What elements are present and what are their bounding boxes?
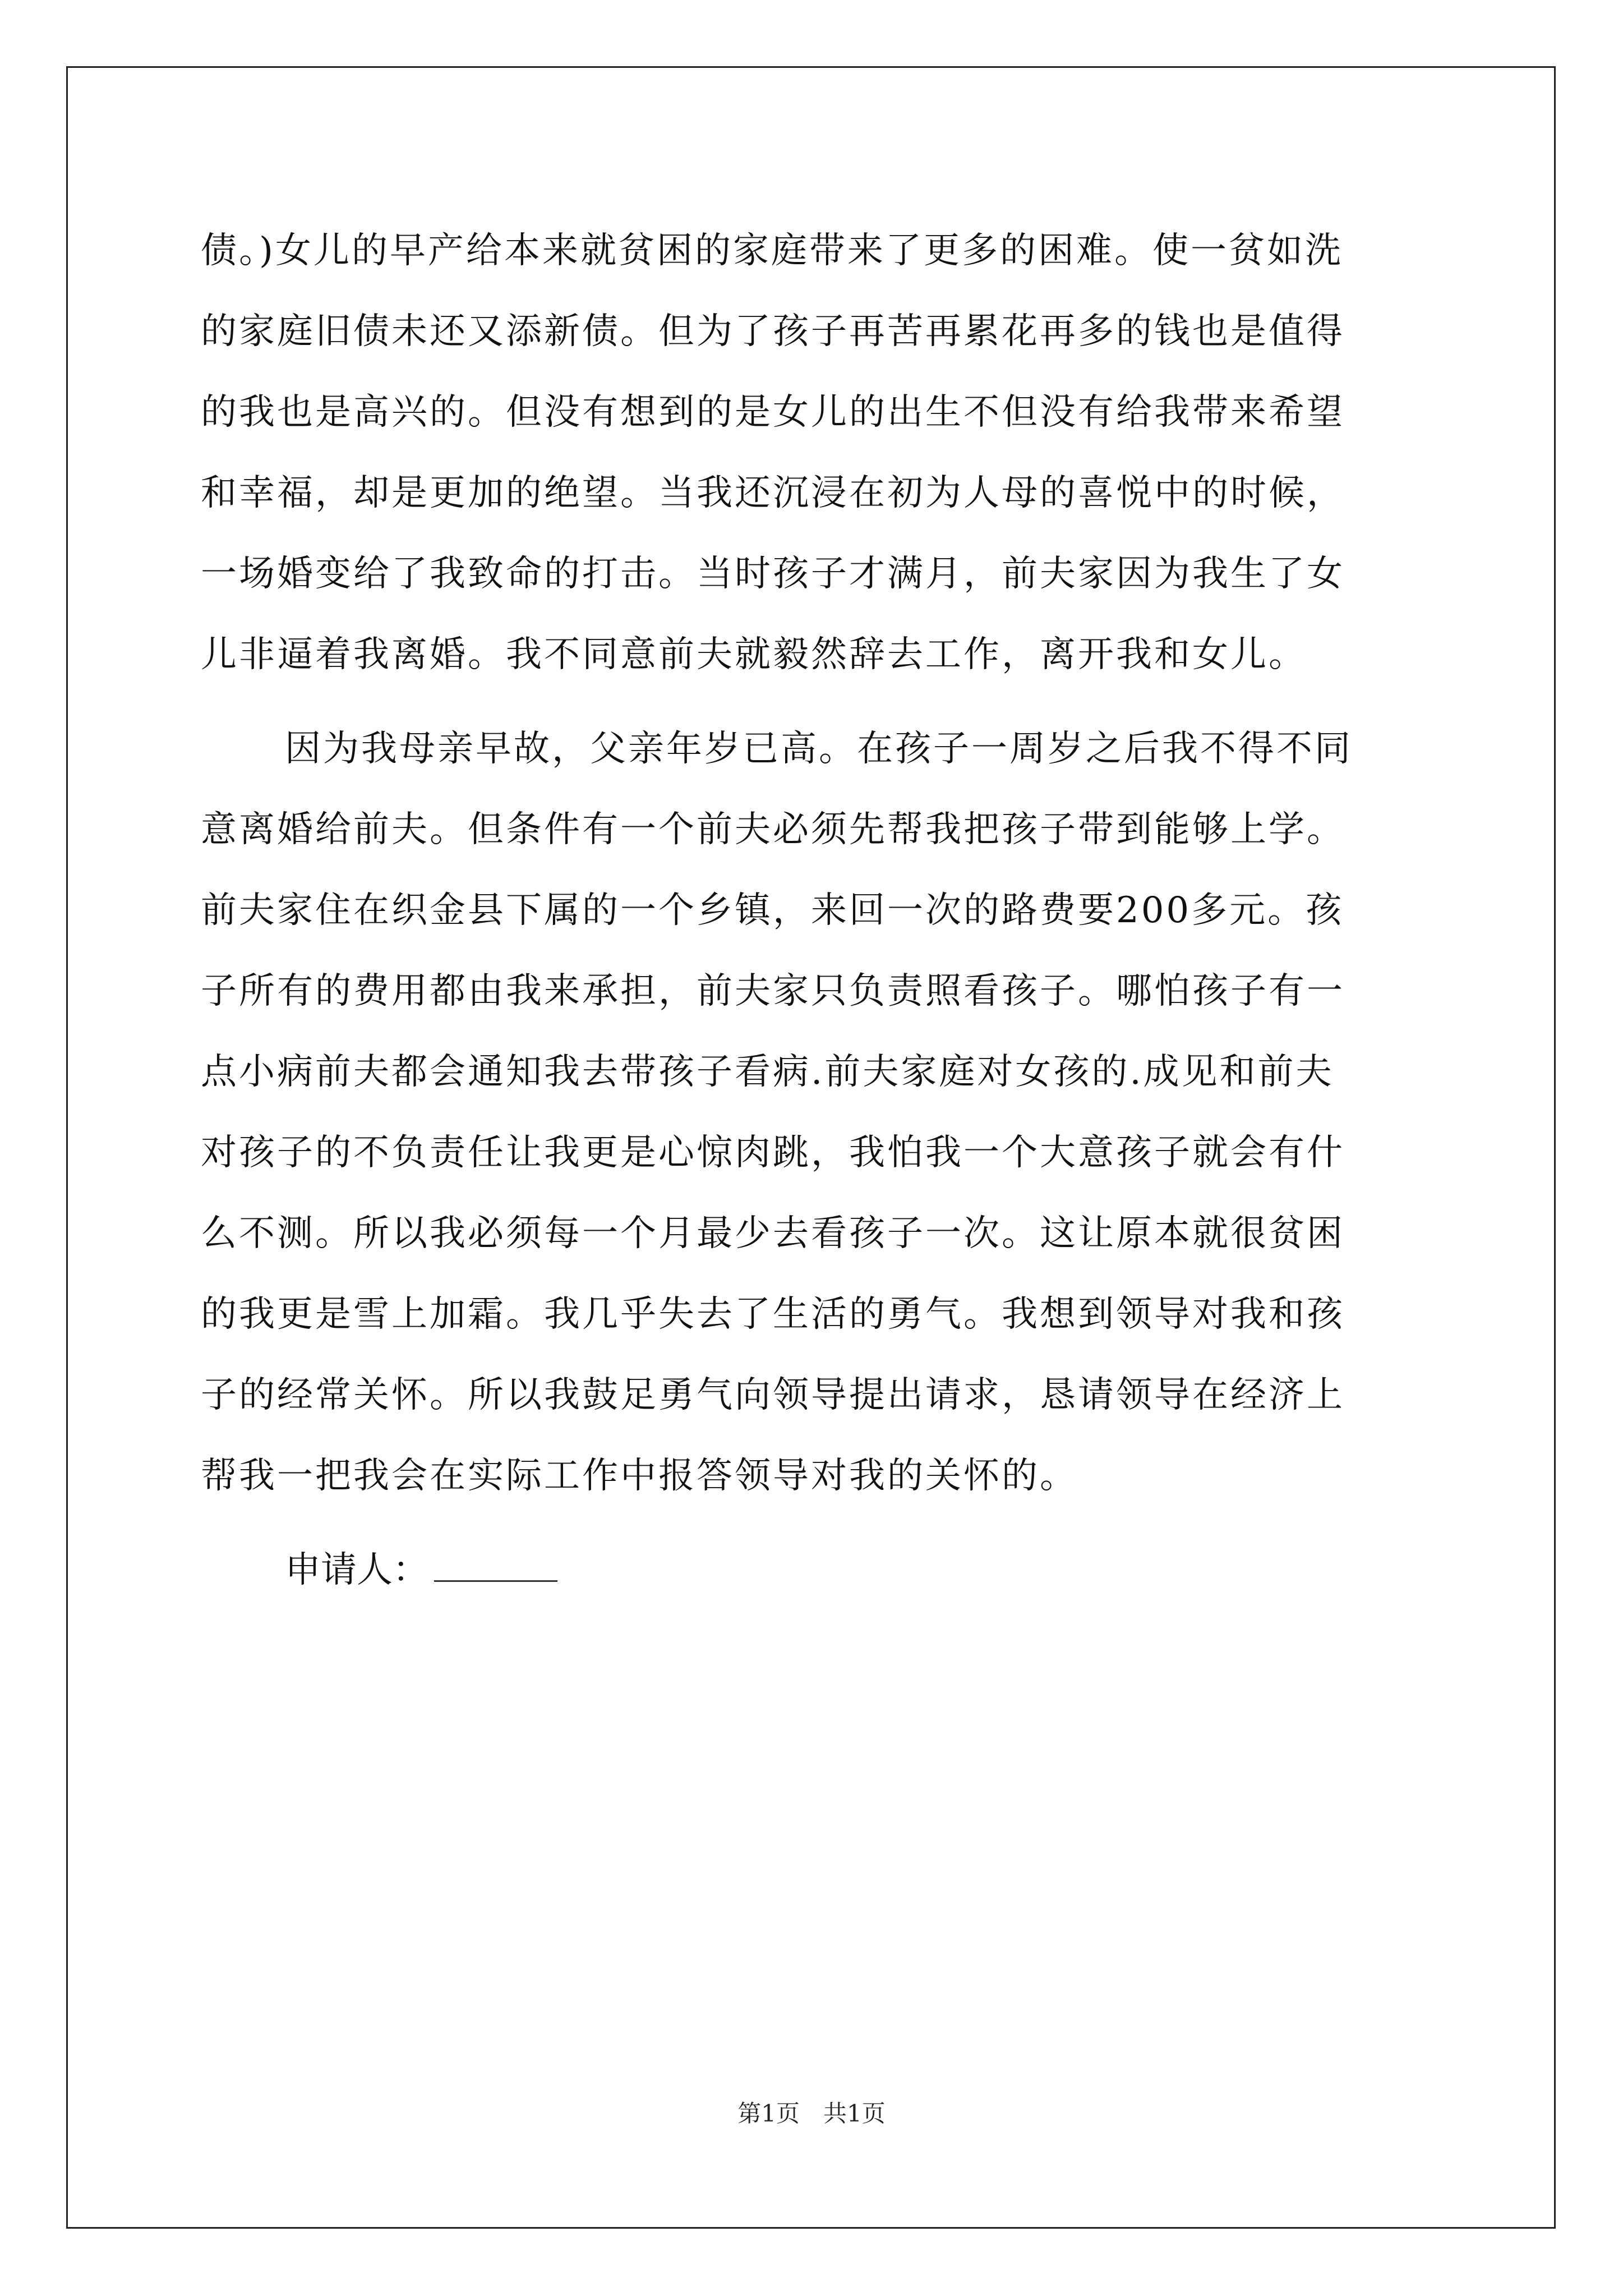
page-footer: 第1页 共1页 [737, 2100, 886, 2127]
signature-blank [434, 1545, 557, 1582]
paragraph-line: 对孩子的不负责任让我更是心惊肉跳，我怕我一个大意孩子就会有什 [201, 1132, 1345, 1174]
paragraph-line: 和幸福，却是更加的绝望。当我还沉浸在初为人母的喜悦中的时候， [201, 472, 1345, 514]
paragraph-line: 因为我母亲早故，父亲年岁已高。在孩子一周岁之后我不得不同 [285, 728, 1353, 770]
paragraph-line: 子的经常关怀。所以我鼓足勇气向领导提出请求，恳请领导在经济上 [201, 1374, 1345, 1416]
paragraph-line: 前夫家住在织金县下属的一个乡镇，来回一次的路费要200多元。孩 [201, 890, 1344, 931]
paragraph-line: 帮我一把我会在实际工作中报答领导对我的关怀的。 [201, 1455, 1078, 1497]
signature-label: 申请人： [285, 1549, 428, 1591]
paragraph-line: 么不测。所以我必须每一个月最少去看孩子一次。这让原本就很贫困 [201, 1213, 1345, 1254]
paragraph-line: 的家庭旧债未还又添新债。但为了孩子再苦再累花再多的钱也是值得 [201, 311, 1345, 352]
paragraph-line: 债。)女儿的早产给本来就贫困的家庭带来了更多的困难。使一贫如洗 [201, 230, 1343, 272]
paragraph-line: 的我更是雪上加霜。我几乎失去了生活的勇气。我想到领导对我和孩 [201, 1294, 1345, 1335]
paragraph-line: 子所有的费用都由我来承担，前夫家只负责照看孩子。哪怕孩子有一 [201, 970, 1345, 1012]
paragraph-line: 一场婚变给了我致命的打击。当时孩子才满月，前夫家因为我生了女 [201, 553, 1345, 595]
paragraph-line: 的我也是高兴的。但没有想到的是女儿的出生不但没有给我带来希望 [201, 392, 1345, 433]
paragraph-line: 意离婚给前夫。但条件有一个前夫必须先帮我把孩子带到能够上学。 [201, 809, 1345, 850]
paragraph-line: 点小病前夫都会通知我去带孩子看病.前夫家庭对女孩的.成见和前夫 [201, 1051, 1334, 1093]
signature-line [285, 1539, 557, 1601]
paragraph-line: 儿非逼着我离婚。我不同意前夫就毅然辞去工作，离开我和女儿。 [201, 634, 1307, 675]
